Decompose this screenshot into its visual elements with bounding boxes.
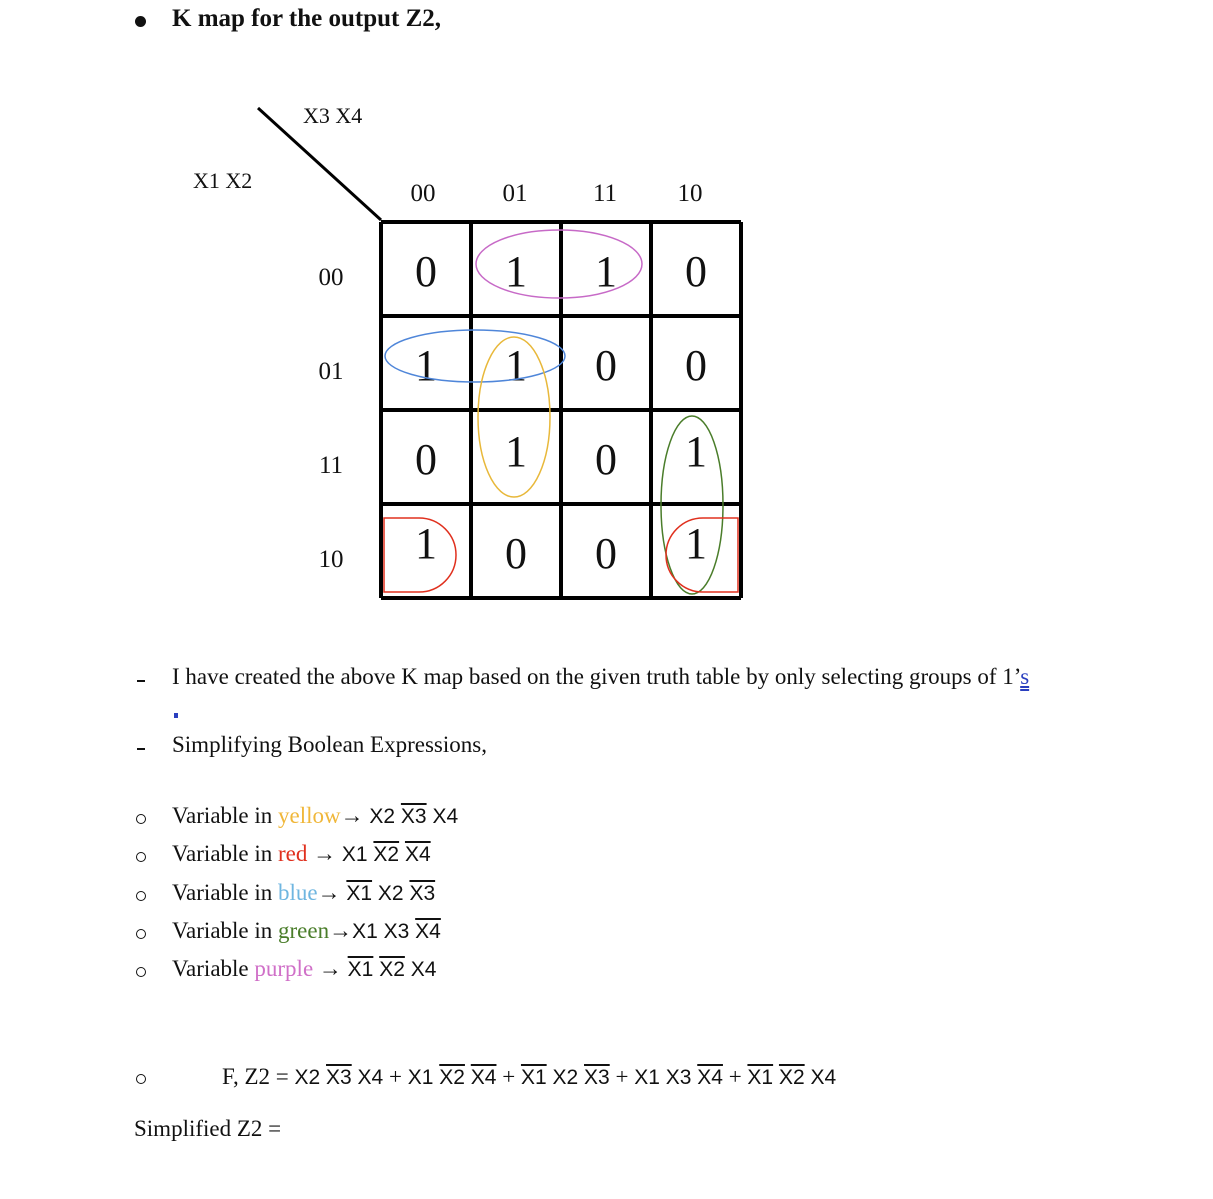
equation-lhs: F, Z2 = (222, 1064, 295, 1089)
list-bullet (136, 891, 146, 901)
complemented-variable: X1 (347, 958, 374, 981)
variable-group-line (172, 880, 435, 906)
variable-prefix: Variable (172, 956, 255, 981)
kmap-cell-value: 0 (595, 341, 617, 390)
color-word: purple (254, 956, 314, 981)
product-term (634, 1066, 723, 1089)
kmap-cell-value: 1 (415, 519, 437, 568)
kmap-cell-value: 1 (505, 247, 527, 296)
color-word: green (278, 918, 330, 943)
variable-group-line (172, 918, 441, 944)
variable-prefix: Variable in (172, 880, 279, 905)
kmap-cell-value: 0 (595, 435, 617, 484)
kmap-row-header: 00 (318, 264, 344, 291)
kmap-cell-value: 0 (595, 529, 617, 578)
kmap-rows-label: X1 X2 (193, 168, 253, 193)
complemented-variable: X2 (778, 1066, 805, 1089)
kmap-col-header: 10 (677, 180, 703, 207)
note-link[interactable]: s (1020, 664, 1030, 689)
product-term (352, 920, 441, 943)
product-term (342, 843, 431, 866)
kmap-cell-value: 0 (505, 529, 527, 578)
variable-prefix: Variable in (172, 841, 279, 866)
complemented-variable: X1 (346, 882, 373, 905)
complemented-variable: X1 (747, 1066, 774, 1089)
product-term (408, 1066, 497, 1089)
complemented-variable: X4 (404, 843, 431, 866)
complemented-variable: X3 (409, 882, 436, 905)
arrow: → (317, 880, 347, 905)
kmap-col-header: 00 (410, 180, 436, 207)
complemented-variable: X2 (379, 958, 405, 981)
kmap-row-header: 01 (318, 358, 344, 385)
variable-group-line (172, 956, 436, 982)
product-term (521, 1066, 610, 1089)
variable: X2 (552, 1066, 579, 1089)
variable-group-line (172, 803, 458, 829)
kmap-cell-value: 0 (685, 341, 707, 390)
note-small-mark (174, 713, 178, 718)
kmap-row-header: 10 (318, 546, 344, 573)
variable: X2 (377, 882, 404, 905)
kmap-cell-value: 1 (685, 427, 707, 476)
page-heading: K map for the output Z2, (172, 5, 442, 32)
product-term (294, 1066, 383, 1089)
kmap-col-header: 11 (592, 180, 618, 207)
color-word: blue (278, 880, 318, 905)
variable: X3 (665, 1066, 692, 1089)
list-bullet (136, 852, 146, 862)
plus-operator: + (722, 1064, 748, 1089)
plus-operator: + (609, 1064, 635, 1089)
arrow: → (313, 956, 348, 981)
variable: X4 (357, 1066, 384, 1089)
product-term (369, 805, 458, 828)
simplified-label: Simplified Z2 = (134, 1116, 282, 1141)
arrow: → (340, 803, 370, 828)
variable: X1 (407, 1066, 434, 1089)
complemented-variable: X3 (326, 1066, 352, 1089)
complemented-variable: X2 (373, 843, 400, 866)
variable: X4 (810, 1066, 837, 1089)
variable: X4 (432, 805, 459, 828)
complemented-variable: X3 (584, 1066, 610, 1089)
complemented-variable: X4 (415, 920, 441, 943)
kmap-note-text: I have created the above K map based on the given truth table by only selecting groups of 1’ (172, 664, 1021, 689)
list-bullet (136, 814, 146, 824)
kmap-cell-value: 1 (685, 519, 707, 568)
variable: X4 (410, 958, 437, 981)
product-term (348, 958, 437, 981)
kmap-cell-value: 1 (505, 341, 527, 390)
plus-operator: + (383, 1064, 408, 1089)
kmap-cell-value: 1 (595, 247, 617, 296)
list-bullet (136, 929, 146, 939)
color-word: red (278, 841, 308, 866)
kmap-row-header: 11 (318, 452, 344, 479)
kmap-note (172, 664, 1029, 690)
product-term (346, 882, 435, 905)
kmap-cell-value: 1 (415, 341, 437, 390)
kmap-cell-value: 0 (415, 435, 437, 484)
variable: X1 (341, 843, 368, 866)
boolean-equation (222, 1064, 836, 1090)
simplifying-heading: Simplifying Boolean Expressions, (172, 732, 487, 757)
complemented-variable: X4 (470, 1066, 497, 1089)
note-dash (137, 680, 145, 682)
variable: X2 (369, 805, 396, 828)
kmap-col-header: 01 (502, 180, 528, 207)
variable-group-line (172, 841, 431, 867)
arrow: → (307, 841, 342, 866)
arrow: → (329, 918, 353, 943)
kmap-cell-value: 0 (415, 247, 437, 296)
complemented-variable: X1 (520, 1066, 547, 1089)
complemented-variable: X3 (400, 805, 427, 828)
variable: X3 (383, 920, 410, 943)
note-dash (137, 748, 145, 750)
equation-bullet (136, 1074, 146, 1084)
product-term (747, 1066, 836, 1089)
kmap-cols-label: X3 X4 (303, 103, 363, 128)
variable-prefix: Variable in (172, 918, 279, 943)
plus-operator: + (496, 1064, 521, 1089)
variable: X1 (352, 920, 378, 943)
complemented-variable: X2 (439, 1066, 465, 1089)
kmap-cell-value: 1 (505, 427, 527, 476)
variable-prefix: Variable in (172, 803, 279, 828)
variable: X2 (294, 1066, 321, 1089)
kmap-cell-value: 0 (685, 247, 707, 296)
list-bullet (136, 967, 146, 977)
color-word: yellow (278, 803, 341, 828)
complemented-variable: X4 (697, 1066, 723, 1089)
variable: X1 (634, 1066, 660, 1089)
